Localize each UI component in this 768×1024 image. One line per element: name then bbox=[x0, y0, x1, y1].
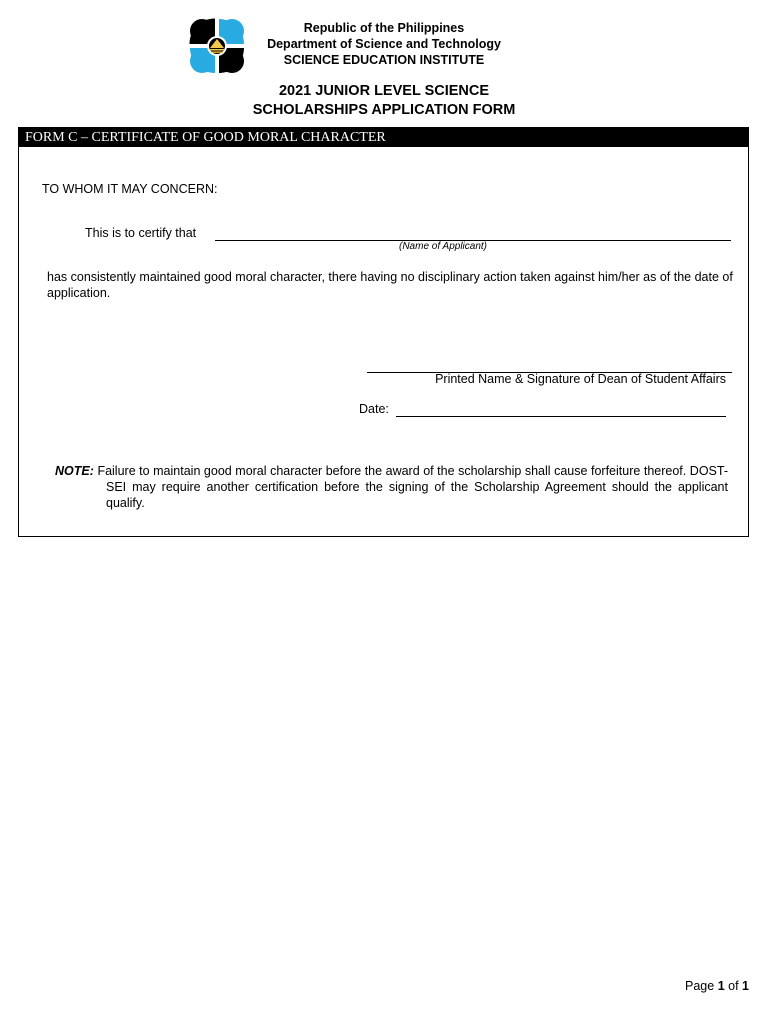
certificate-body: has consistently maintained good moral character, there having no disciplinary action taken against him/her as of the date of application. bbox=[47, 270, 733, 300]
form-title-line1: 2021 JUNIOR LEVEL SCIENCE bbox=[278, 83, 490, 99]
agency-header bbox=[230, 20, 538, 68]
salutation: TO WHOM IT MAY CONCERN: bbox=[42, 182, 218, 196]
page-word: Page bbox=[685, 979, 715, 993]
header-department: Department of Science and Technology bbox=[267, 37, 501, 51]
section-title: FORM C – CERTIFICATE OF GOOD MORAL CHARACTER bbox=[19, 128, 748, 147]
certificate-section bbox=[18, 127, 749, 537]
page-number bbox=[685, 979, 749, 993]
form-title-line2: SCHOLARSHIPS APPLICATION FORM bbox=[252, 102, 516, 118]
of-word: of bbox=[728, 979, 739, 993]
form-title bbox=[180, 82, 588, 120]
current-page: 1 bbox=[717, 979, 725, 993]
certify-text: This is to certify that bbox=[85, 226, 197, 240]
header-institute: SCIENCE EDUCATION INSTITUTE bbox=[283, 53, 485, 67]
header-republic: Republic of the Philippines bbox=[303, 21, 465, 35]
applicant-name-caption: (Name of Applicant) bbox=[399, 241, 487, 252]
signature-caption: Printed Name & Signature of Dean of Student Affairs bbox=[435, 372, 726, 386]
date-label: Date: bbox=[359, 402, 389, 416]
note bbox=[55, 463, 728, 511]
date-line[interactable] bbox=[396, 416, 726, 417]
total-pages: 1 bbox=[742, 979, 749, 993]
note-text: Failure to maintain good moral character before the award of the scholarship shall cause forfeiture thereof. DOST-SEI may require another certification before the signing of the Scholarship Agreement should the applicant qualify. bbox=[97, 464, 728, 510]
note-label: NOTE: bbox=[55, 464, 94, 478]
